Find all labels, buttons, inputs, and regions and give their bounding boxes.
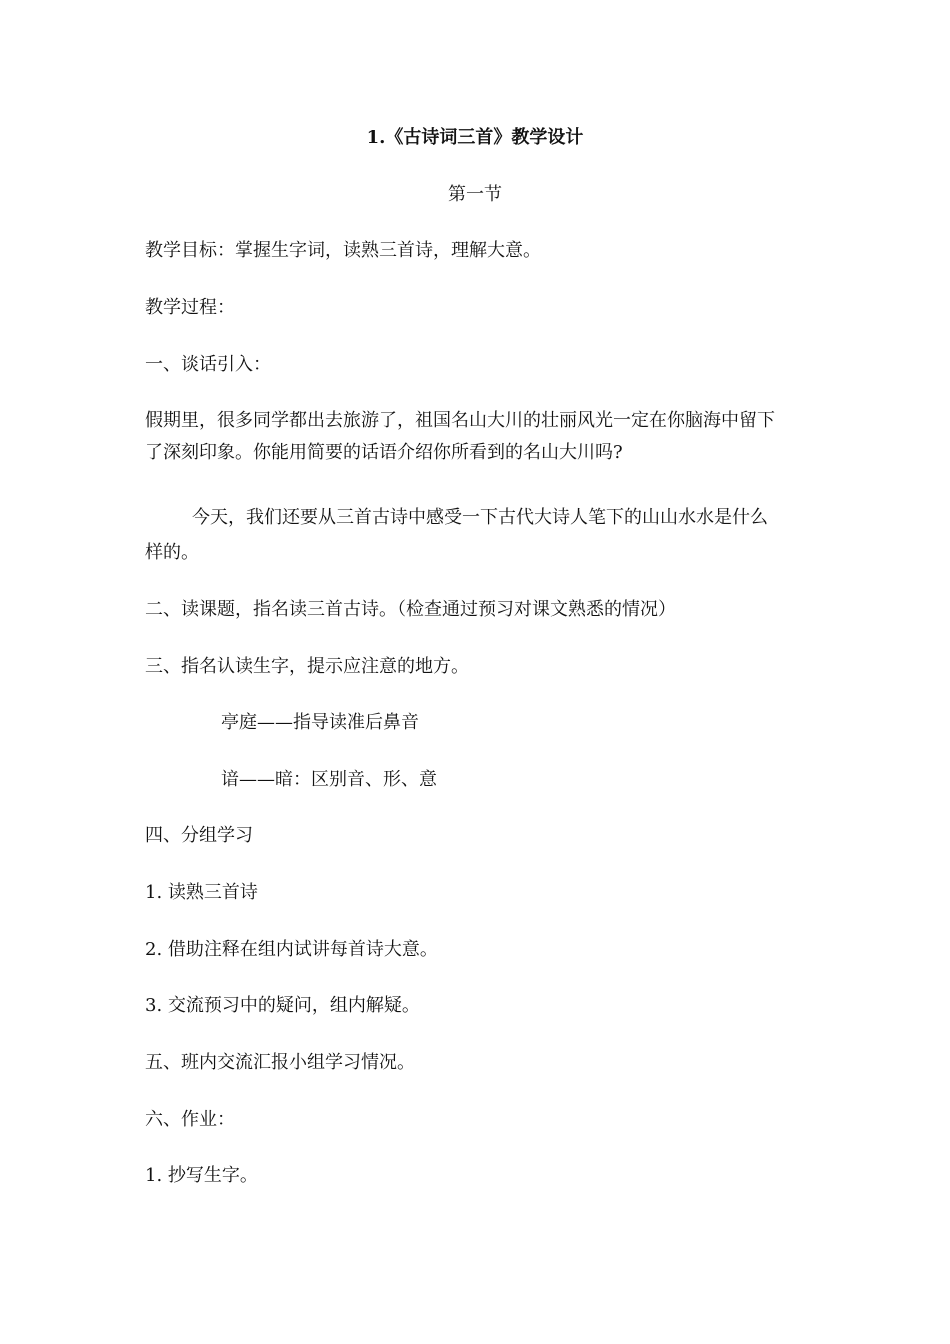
part1-paragraph-line: 假期里，很多同学都出去旅游了，祖国名山大川的壮丽风光一定在你脑海中留下 bbox=[145, 410, 775, 431]
part5-heading: 五、班内交流汇报小组学习情况。 bbox=[145, 1052, 415, 1073]
part6-list-item: 1. 抄写生字。 bbox=[145, 1165, 258, 1186]
document-title: 1.《古诗词三首》教学设计 bbox=[366, 127, 584, 148]
part3-note: 亭庭——指导读准后鼻音 bbox=[221, 712, 419, 733]
part1-paragraph-line: 了深刻印象。你能用简要的话语介绍你所看到的名山大川吗? bbox=[145, 442, 623, 463]
part4-list-item: 1. 读熟三首诗 bbox=[145, 882, 258, 903]
section-label: 第一节 bbox=[448, 184, 502, 205]
part4-list-item: 2. 借助注释在组内试讲每首诗大意。 bbox=[145, 939, 438, 960]
part3-heading: 三、指名认读生字，提示应注意的地方。 bbox=[145, 656, 469, 677]
part4-list-item: 3. 交流预习中的疑问，组内解疑。 bbox=[145, 995, 420, 1016]
part4-heading: 四、分组学习 bbox=[145, 825, 253, 846]
part1-paragraph-line: 样的。 bbox=[145, 542, 199, 563]
part1-heading: 一、谈话引入： bbox=[145, 354, 271, 375]
part6-heading: 六、作业： bbox=[145, 1109, 235, 1130]
teaching-goal: 教学目标：掌握生字词，读熟三首诗，理解大意。 bbox=[145, 240, 541, 261]
part3-note: 谙——暗：区别音、形、意 bbox=[221, 769, 437, 790]
part2-heading: 二、读课题，指名读三首古诗。（检查通过预习对课文熟悉的情况） bbox=[145, 599, 676, 620]
process-heading: 教学过程： bbox=[145, 297, 235, 318]
part1-paragraph-line: 今天，我们还要从三首古诗中感受一下古代大诗人笔下的山山水水是什么 bbox=[192, 507, 768, 528]
